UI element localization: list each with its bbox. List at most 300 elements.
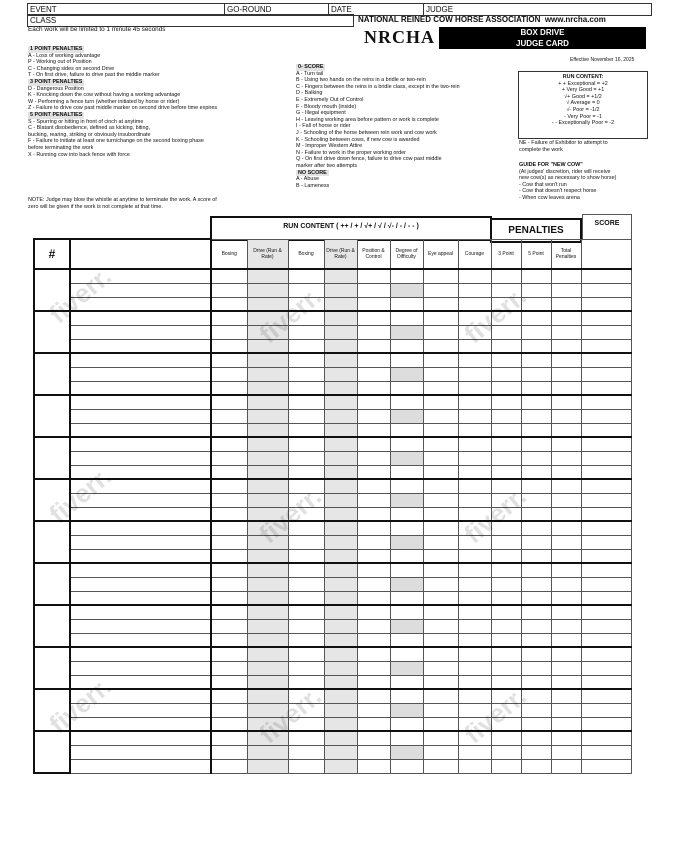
- score-cell[interactable]: [491, 507, 521, 521]
- score-cell[interactable]: [288, 647, 324, 661]
- score-cell[interactable]: [390, 717, 423, 731]
- score-cell[interactable]: [288, 479, 324, 493]
- score-cell[interactable]: [390, 535, 423, 549]
- score-cell[interactable]: [521, 717, 551, 731]
- score-cell[interactable]: [288, 563, 324, 577]
- entry-name-cell[interactable]: [70, 297, 211, 311]
- score-cell[interactable]: [357, 689, 390, 703]
- entry-name-cell[interactable]: [70, 395, 211, 409]
- entry-number-cell[interactable]: [34, 311, 70, 353]
- score-cell[interactable]: [324, 381, 357, 395]
- score-cell[interactable]: [324, 353, 357, 367]
- score-cell[interactable]: [458, 577, 491, 591]
- score-cell[interactable]: [324, 577, 357, 591]
- score-cell[interactable]: [581, 577, 631, 591]
- score-cell[interactable]: [423, 325, 458, 339]
- score-cell[interactable]: [581, 423, 631, 437]
- score-cell[interactable]: [521, 423, 551, 437]
- score-cell[interactable]: [324, 465, 357, 479]
- score-cell[interactable]: [247, 675, 288, 689]
- score-cell[interactable]: [390, 479, 423, 493]
- score-cell[interactable]: [491, 759, 521, 773]
- score-cell[interactable]: [581, 633, 631, 647]
- entry-name-cell[interactable]: [70, 535, 211, 549]
- score-cell[interactable]: [423, 577, 458, 591]
- score-cell[interactable]: [581, 367, 631, 381]
- entry-name-cell[interactable]: [70, 703, 211, 717]
- score-cell[interactable]: [324, 451, 357, 465]
- score-cell[interactable]: [581, 675, 631, 689]
- score-cell[interactable]: [390, 675, 423, 689]
- score-cell[interactable]: [357, 353, 390, 367]
- score-cell[interactable]: [324, 661, 357, 675]
- entry-name-cell[interactable]: [70, 661, 211, 675]
- score-cell[interactable]: [521, 549, 551, 563]
- score-cell[interactable]: [247, 759, 288, 773]
- score-cell[interactable]: [521, 395, 551, 409]
- score-cell[interactable]: [390, 283, 423, 297]
- score-cell[interactable]: [581, 297, 631, 311]
- score-cell[interactable]: [423, 493, 458, 507]
- score-cell[interactable]: [211, 339, 247, 353]
- score-cell[interactable]: [423, 479, 458, 493]
- score-cell[interactable]: [357, 297, 390, 311]
- score-cell[interactable]: [581, 731, 631, 745]
- score-cell[interactable]: [458, 521, 491, 535]
- score-cell[interactable]: [211, 325, 247, 339]
- entry-name-cell[interactable]: [70, 633, 211, 647]
- score-cell[interactable]: [458, 661, 491, 675]
- score-cell[interactable]: [423, 661, 458, 675]
- score-cell[interactable]: [211, 311, 247, 325]
- score-cell[interactable]: [491, 689, 521, 703]
- score-cell[interactable]: [357, 703, 390, 717]
- score-cell[interactable]: [491, 311, 521, 325]
- score-cell[interactable]: [247, 717, 288, 731]
- score-cell[interactable]: [211, 661, 247, 675]
- score-cell[interactable]: [324, 493, 357, 507]
- score-cell[interactable]: [491, 297, 521, 311]
- score-cell[interactable]: [491, 493, 521, 507]
- score-cell[interactable]: [247, 367, 288, 381]
- score-cell[interactable]: [458, 647, 491, 661]
- score-cell[interactable]: [324, 549, 357, 563]
- score-cell[interactable]: [211, 367, 247, 381]
- score-cell[interactable]: [458, 381, 491, 395]
- score-cell[interactable]: [423, 633, 458, 647]
- score-cell[interactable]: [247, 311, 288, 325]
- score-cell[interactable]: [423, 409, 458, 423]
- score-cell[interactable]: [211, 451, 247, 465]
- score-cell[interactable]: [357, 619, 390, 633]
- score-cell[interactable]: [491, 647, 521, 661]
- score-cell[interactable]: [324, 437, 357, 451]
- score-cell[interactable]: [288, 367, 324, 381]
- score-cell[interactable]: [211, 409, 247, 423]
- score-cell[interactable]: [423, 423, 458, 437]
- score-cell[interactable]: [324, 703, 357, 717]
- score-cell[interactable]: [357, 437, 390, 451]
- score-cell[interactable]: [521, 703, 551, 717]
- entry-name-cell[interactable]: [70, 269, 211, 283]
- score-cell[interactable]: [423, 367, 458, 381]
- score-cell[interactable]: [551, 745, 581, 759]
- score-cell[interactable]: [521, 521, 551, 535]
- score-cell[interactable]: [491, 521, 521, 535]
- score-cell[interactable]: [288, 591, 324, 605]
- score-cell[interactable]: [458, 283, 491, 297]
- score-cell[interactable]: [491, 549, 521, 563]
- score-cell[interactable]: [247, 689, 288, 703]
- score-cell[interactable]: [458, 339, 491, 353]
- score-cell[interactable]: [247, 437, 288, 451]
- score-cell[interactable]: [324, 269, 357, 283]
- score-cell[interactable]: [324, 507, 357, 521]
- score-cell[interactable]: [247, 661, 288, 675]
- score-cell[interactable]: [423, 353, 458, 367]
- score-cell[interactable]: [211, 647, 247, 661]
- score-cell[interactable]: [551, 619, 581, 633]
- score-cell[interactable]: [211, 423, 247, 437]
- score-cell[interactable]: [357, 465, 390, 479]
- entry-name-cell[interactable]: [70, 563, 211, 577]
- score-cell[interactable]: [357, 745, 390, 759]
- score-cell[interactable]: [491, 633, 521, 647]
- entry-name-cell[interactable]: [70, 745, 211, 759]
- score-cell[interactable]: [324, 647, 357, 661]
- entry-name-cell[interactable]: [70, 325, 211, 339]
- entry-number-cell[interactable]: [34, 395, 70, 437]
- score-cell[interactable]: [357, 325, 390, 339]
- score-cell[interactable]: [551, 563, 581, 577]
- entry-number-cell[interactable]: [34, 689, 70, 731]
- score-cell[interactable]: [247, 395, 288, 409]
- score-cell[interactable]: [247, 423, 288, 437]
- score-cell[interactable]: [551, 493, 581, 507]
- score-cell[interactable]: [288, 437, 324, 451]
- score-cell[interactable]: [458, 535, 491, 549]
- score-cell[interactable]: [491, 339, 521, 353]
- score-cell[interactable]: [423, 675, 458, 689]
- score-cell[interactable]: [551, 731, 581, 745]
- score-cell[interactable]: [581, 325, 631, 339]
- score-cell[interactable]: [491, 451, 521, 465]
- score-cell[interactable]: [551, 409, 581, 423]
- score-cell[interactable]: [357, 339, 390, 353]
- score-cell[interactable]: [491, 731, 521, 745]
- score-cell[interactable]: [581, 717, 631, 731]
- score-cell[interactable]: [581, 465, 631, 479]
- score-cell[interactable]: [390, 325, 423, 339]
- score-cell[interactable]: [357, 423, 390, 437]
- score-cell[interactable]: [491, 535, 521, 549]
- score-cell[interactable]: [247, 297, 288, 311]
- score-cell[interactable]: [390, 339, 423, 353]
- score-cell[interactable]: [247, 647, 288, 661]
- score-cell[interactable]: [551, 297, 581, 311]
- score-cell[interactable]: [247, 381, 288, 395]
- score-cell[interactable]: [288, 731, 324, 745]
- score-cell[interactable]: [324, 563, 357, 577]
- score-cell[interactable]: [211, 437, 247, 451]
- score-cell[interactable]: [357, 535, 390, 549]
- score-cell[interactable]: [390, 451, 423, 465]
- score-cell[interactable]: [423, 703, 458, 717]
- score-cell[interactable]: [491, 269, 521, 283]
- score-cell[interactable]: [357, 451, 390, 465]
- score-cell[interactable]: [423, 339, 458, 353]
- score-cell[interactable]: [458, 717, 491, 731]
- entry-name-cell[interactable]: [70, 731, 211, 745]
- score-cell[interactable]: [211, 353, 247, 367]
- entry-name-cell[interactable]: [70, 465, 211, 479]
- score-cell[interactable]: [551, 535, 581, 549]
- score-cell[interactable]: [423, 283, 458, 297]
- score-cell[interactable]: [390, 381, 423, 395]
- score-cell[interactable]: [581, 661, 631, 675]
- score-cell[interactable]: [390, 493, 423, 507]
- score-cell[interactable]: [458, 633, 491, 647]
- score-cell[interactable]: [458, 507, 491, 521]
- score-cell[interactable]: [357, 731, 390, 745]
- score-cell[interactable]: [288, 269, 324, 283]
- score-cell[interactable]: [324, 717, 357, 731]
- score-cell[interactable]: [288, 633, 324, 647]
- score-cell[interactable]: [357, 759, 390, 773]
- score-cell[interactable]: [458, 353, 491, 367]
- score-cell[interactable]: [423, 451, 458, 465]
- score-cell[interactable]: [324, 283, 357, 297]
- score-cell[interactable]: [357, 479, 390, 493]
- entry-name-cell[interactable]: [70, 353, 211, 367]
- score-cell[interactable]: [551, 437, 581, 451]
- score-cell[interactable]: [551, 507, 581, 521]
- score-cell[interactable]: [390, 633, 423, 647]
- score-cell[interactable]: [324, 619, 357, 633]
- entry-name-cell[interactable]: [70, 507, 211, 521]
- score-cell[interactable]: [288, 535, 324, 549]
- entry-name-cell[interactable]: [70, 647, 211, 661]
- score-cell[interactable]: [357, 269, 390, 283]
- score-cell[interactable]: [521, 563, 551, 577]
- score-cell[interactable]: [211, 465, 247, 479]
- score-cell[interactable]: [324, 409, 357, 423]
- score-cell[interactable]: [390, 437, 423, 451]
- score-cell[interactable]: [458, 451, 491, 465]
- score-cell[interactable]: [390, 619, 423, 633]
- score-cell[interactable]: [581, 521, 631, 535]
- score-cell[interactable]: [458, 591, 491, 605]
- score-cell[interactable]: [211, 535, 247, 549]
- score-cell[interactable]: [551, 675, 581, 689]
- score-cell[interactable]: [581, 311, 631, 325]
- score-cell[interactable]: [288, 661, 324, 675]
- score-cell[interactable]: [458, 703, 491, 717]
- score-cell[interactable]: [423, 311, 458, 325]
- score-cell[interactable]: [458, 493, 491, 507]
- score-cell[interactable]: [491, 325, 521, 339]
- score-cell[interactable]: [521, 675, 551, 689]
- score-cell[interactable]: [390, 591, 423, 605]
- score-cell[interactable]: [458, 549, 491, 563]
- score-cell[interactable]: [581, 647, 631, 661]
- score-cell[interactable]: [458, 675, 491, 689]
- score-cell[interactable]: [324, 367, 357, 381]
- score-cell[interactable]: [288, 423, 324, 437]
- score-cell[interactable]: [423, 731, 458, 745]
- score-cell[interactable]: [458, 269, 491, 283]
- score-cell[interactable]: [458, 619, 491, 633]
- score-cell[interactable]: [357, 549, 390, 563]
- score-cell[interactable]: [357, 633, 390, 647]
- score-cell[interactable]: [458, 605, 491, 619]
- score-cell[interactable]: [581, 605, 631, 619]
- score-cell[interactable]: [458, 409, 491, 423]
- judge-field[interactable]: [424, 4, 651, 15]
- score-cell[interactable]: [551, 269, 581, 283]
- score-cell[interactable]: [458, 423, 491, 437]
- entry-name-cell[interactable]: [70, 423, 211, 437]
- score-cell[interactable]: [211, 479, 247, 493]
- score-cell[interactable]: [390, 311, 423, 325]
- score-cell[interactable]: [491, 661, 521, 675]
- score-cell[interactable]: [211, 619, 247, 633]
- score-cell[interactable]: [324, 325, 357, 339]
- score-cell[interactable]: [581, 283, 631, 297]
- score-cell[interactable]: [211, 633, 247, 647]
- score-cell[interactable]: [551, 703, 581, 717]
- score-cell[interactable]: [247, 591, 288, 605]
- score-cell[interactable]: [458, 395, 491, 409]
- score-cell[interactable]: [581, 353, 631, 367]
- entry-name-cell[interactable]: [70, 339, 211, 353]
- score-cell[interactable]: [390, 465, 423, 479]
- score-cell[interactable]: [581, 451, 631, 465]
- score-cell[interactable]: [247, 745, 288, 759]
- score-cell[interactable]: [491, 479, 521, 493]
- entry-name-cell[interactable]: [70, 381, 211, 395]
- entry-number-cell[interactable]: [34, 479, 70, 521]
- score-cell[interactable]: [551, 605, 581, 619]
- score-cell[interactable]: [521, 619, 551, 633]
- score-cell[interactable]: [390, 759, 423, 773]
- entry-name-cell[interactable]: [70, 479, 211, 493]
- score-cell[interactable]: [551, 661, 581, 675]
- score-cell[interactable]: [551, 759, 581, 773]
- entry-name-cell[interactable]: [70, 367, 211, 381]
- score-cell[interactable]: [458, 689, 491, 703]
- score-cell[interactable]: [247, 703, 288, 717]
- score-cell[interactable]: [491, 577, 521, 591]
- score-cell[interactable]: [357, 521, 390, 535]
- entry-name-cell[interactable]: [70, 675, 211, 689]
- score-cell[interactable]: [211, 549, 247, 563]
- score-cell[interactable]: [247, 353, 288, 367]
- score-cell[interactable]: [211, 731, 247, 745]
- entry-name-cell[interactable]: [70, 759, 211, 773]
- score-cell[interactable]: [211, 297, 247, 311]
- score-cell[interactable]: [357, 661, 390, 675]
- score-cell[interactable]: [551, 717, 581, 731]
- score-cell[interactable]: [247, 521, 288, 535]
- score-cell[interactable]: [357, 591, 390, 605]
- score-cell[interactable]: [247, 325, 288, 339]
- score-cell[interactable]: [211, 703, 247, 717]
- score-cell[interactable]: [551, 423, 581, 437]
- entry-name-cell[interactable]: [70, 521, 211, 535]
- score-cell[interactable]: [324, 745, 357, 759]
- score-cell[interactable]: [357, 675, 390, 689]
- score-cell[interactable]: [288, 759, 324, 773]
- score-cell[interactable]: [581, 437, 631, 451]
- score-cell[interactable]: [581, 507, 631, 521]
- score-cell[interactable]: [288, 689, 324, 703]
- score-cell[interactable]: [551, 395, 581, 409]
- score-cell[interactable]: [247, 577, 288, 591]
- score-cell[interactable]: [390, 647, 423, 661]
- entry-name-cell[interactable]: [70, 549, 211, 563]
- entry-name-cell[interactable]: [70, 451, 211, 465]
- score-cell[interactable]: [390, 563, 423, 577]
- score-cell[interactable]: [288, 451, 324, 465]
- score-cell[interactable]: [491, 717, 521, 731]
- score-cell[interactable]: [423, 745, 458, 759]
- score-cell[interactable]: [551, 549, 581, 563]
- score-cell[interactable]: [211, 759, 247, 773]
- score-cell[interactable]: [458, 367, 491, 381]
- score-cell[interactable]: [423, 689, 458, 703]
- score-cell[interactable]: [288, 339, 324, 353]
- score-cell[interactable]: [324, 395, 357, 409]
- score-cell[interactable]: [551, 339, 581, 353]
- score-cell[interactable]: [247, 731, 288, 745]
- entry-name-cell[interactable]: [70, 717, 211, 731]
- score-cell[interactable]: [581, 409, 631, 423]
- score-cell[interactable]: [423, 297, 458, 311]
- score-cell[interactable]: [390, 661, 423, 675]
- score-cell[interactable]: [423, 465, 458, 479]
- entry-number-cell[interactable]: [34, 647, 70, 689]
- score-cell[interactable]: [521, 759, 551, 773]
- score-cell[interactable]: [551, 325, 581, 339]
- score-cell[interactable]: [491, 367, 521, 381]
- score-cell[interactable]: [521, 297, 551, 311]
- score-cell[interactable]: [288, 283, 324, 297]
- entry-name-cell[interactable]: [70, 689, 211, 703]
- score-cell[interactable]: [247, 549, 288, 563]
- entry-number-cell[interactable]: [34, 605, 70, 647]
- entry-name-cell[interactable]: [70, 311, 211, 325]
- score-cell[interactable]: [288, 507, 324, 521]
- entry-name-cell[interactable]: [70, 283, 211, 297]
- score-cell[interactable]: [288, 353, 324, 367]
- score-cell[interactable]: [551, 381, 581, 395]
- score-cell[interactable]: [357, 717, 390, 731]
- score-cell[interactable]: [247, 605, 288, 619]
- score-cell[interactable]: [423, 521, 458, 535]
- score-cell[interactable]: [324, 731, 357, 745]
- score-cell[interactable]: [551, 479, 581, 493]
- score-cell[interactable]: [288, 465, 324, 479]
- score-cell[interactable]: [521, 577, 551, 591]
- score-cell[interactable]: [423, 549, 458, 563]
- score-cell[interactable]: [581, 745, 631, 759]
- score-cell[interactable]: [288, 381, 324, 395]
- score-cell[interactable]: [423, 717, 458, 731]
- score-cell[interactable]: [458, 479, 491, 493]
- score-cell[interactable]: [551, 283, 581, 297]
- score-cell[interactable]: [458, 325, 491, 339]
